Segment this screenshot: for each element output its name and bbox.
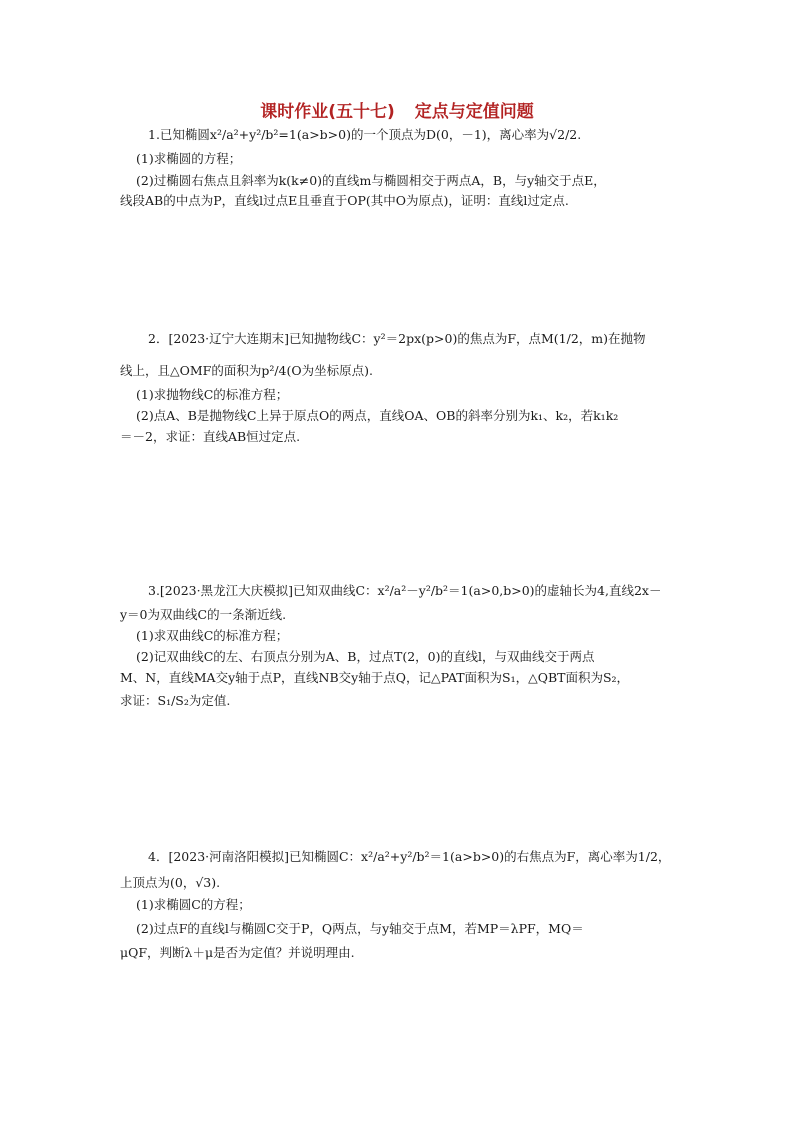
problem-1-line-1: 1.已知椭圆x²/a²+y²/b²=1(a>b>0)的一个顶点为D(0，－1)，离心率为√2/2. xyxy=(148,127,582,142)
problem-2-line-5: ＝－2，求证：直线AB恒过定点. xyxy=(120,429,301,444)
problem-2-line-4: (2)点A、B是抛物线C上异于原点O的两点，直线OA、OB的斜率分别为k₁、k₂，若k₁k₂ xyxy=(136,408,619,423)
title-left: 课时作业(五十七) xyxy=(260,102,395,122)
problem-3-line-1: 3.[2023·黑龙江大庆模拟]已知双曲线C：x²/a²－y²/b²＝1(a>0,b>0)的虚轴长为4,直线2x－ xyxy=(148,583,662,598)
problem-3-line-3: (1)求双曲线C的标准方程； xyxy=(136,628,289,643)
problem-1-line-2: (1)求椭圆的方程； xyxy=(136,151,242,166)
problem-2-line-1: 2．[2023·辽宁大连期末]已知抛物线C：y²＝2px(p>0)的焦点为F，点M(1/2，m)在抛物 xyxy=(148,331,646,346)
problem-4-line-5: μQF，判断λ＋μ是否为定值？并说明理由. xyxy=(120,945,355,960)
problem-1-line-3: (2)过椭圆右焦点且斜率为k(k≠0)的直线m与椭圆相交于两点A，B，与y轴交于点E， xyxy=(136,173,606,188)
problem-4-line-3: (1)求椭圆C的方程； xyxy=(136,897,251,912)
problem-3-line-5: M、N，直线MA交y轴于点P，直线NB交y轴于点Q，记△PAT面积为S₁，△QBT面积为S₂， xyxy=(120,670,630,685)
problem-3-line-4: (2)记双曲线C的左、右顶点分别为A、B，过点T(2，0)的直线l，与双曲线交于两点 xyxy=(136,649,595,664)
problem-3-line-6: 求证：S₁/S₂为定值. xyxy=(120,693,231,708)
page-title xyxy=(0,97,794,122)
problem-1-line-4: 线段AB的中点为P，直线l过点E且垂直于OP(其中O为原点)，证明：直线l过定点. xyxy=(120,193,569,208)
title-right: 定点与定值问题 xyxy=(414,102,534,122)
problem-4-line-4: (2)过点F的直线l与椭圆C交于P，Q两点，与y轴交于点M，若MP＝λPF，MQ＝ xyxy=(136,921,584,936)
problem-4-line-1: 4．[2023·河南洛阳模拟]已知椭圆C：x²/a²+y²/b²＝1(a>b>0)的右焦点为F，离心率为1/2， xyxy=(148,849,671,864)
problem-2-line-2: 线上，且△OMF的面积为p²/4(O为坐标原点). xyxy=(120,363,373,378)
problem-3-line-2: y＝0为双曲线C的一条渐近线. xyxy=(120,607,287,622)
problem-2-line-3: (1)求抛物线C的标准方程； xyxy=(136,387,289,402)
problem-4-line-2: 上顶点为(0，√3). xyxy=(120,875,221,890)
